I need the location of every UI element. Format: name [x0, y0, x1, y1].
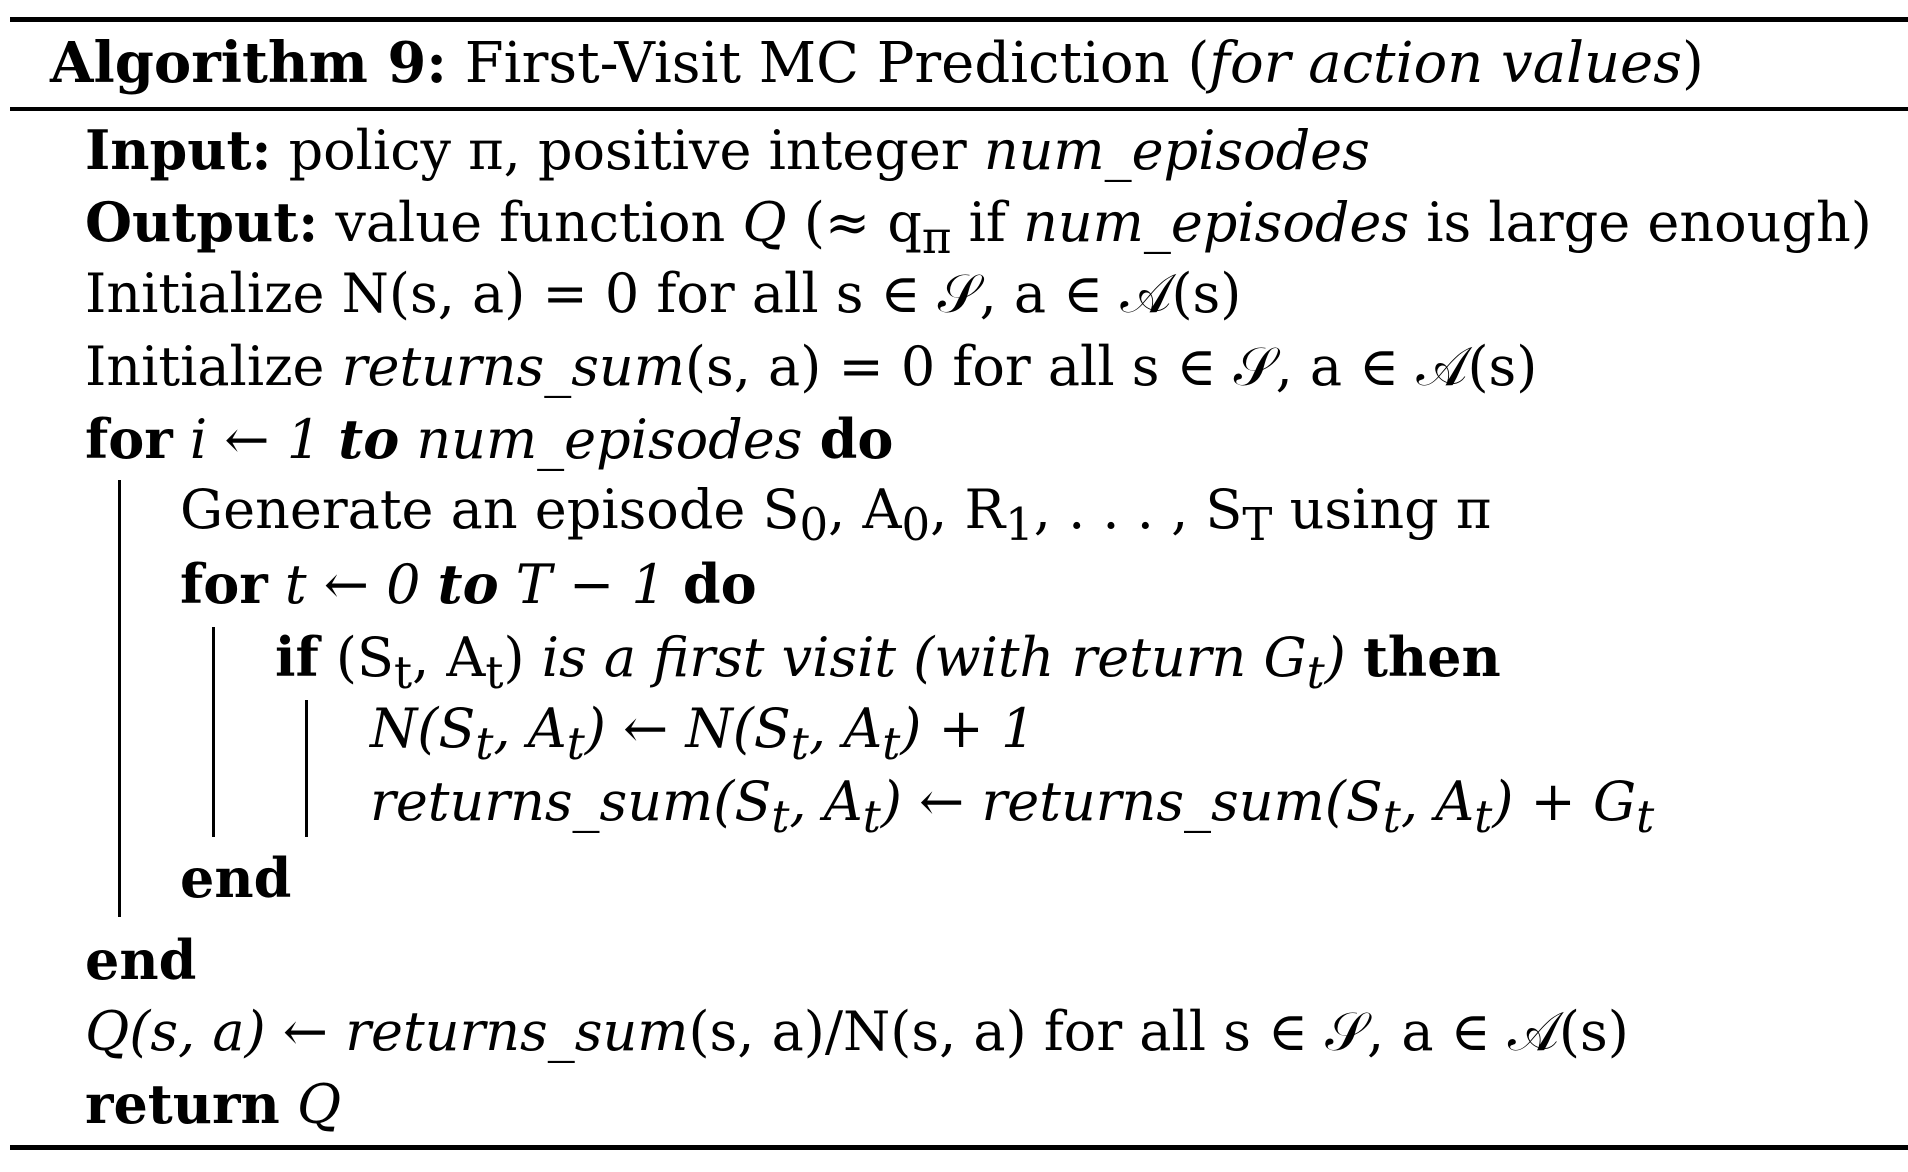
do-keyword: do — [819, 407, 894, 471]
generate-line — [180, 478, 1491, 557]
output-text-2: (≈ q — [786, 191, 922, 254]
for-keyword-2: for — [180, 552, 268, 616]
do-keyword-2: do — [682, 552, 757, 616]
if-text3: ) — [503, 626, 542, 689]
update-count-line — [370, 697, 1035, 776]
if-keyword: if — [275, 625, 319, 689]
end-outer-keyword: end — [85, 928, 197, 992]
update2-a: (S — [713, 770, 772, 833]
if-sub3: t — [1306, 645, 1325, 699]
output-sub: π — [921, 210, 952, 264]
init-returns-line — [85, 335, 1537, 399]
update2-s5: t — [1636, 789, 1655, 843]
init-returns-b: (s, a) = 0 for all s ∈ 𝒮, a ∈ 𝒜(s) — [684, 335, 1538, 398]
for-steps-line — [180, 552, 757, 617]
end-inner-keyword: end — [180, 846, 292, 910]
end-inner-line — [180, 846, 291, 911]
return-line — [85, 1072, 341, 1137]
header-rule — [10, 107, 1908, 111]
if-text: (S — [318, 626, 394, 689]
algorithm-qualifier: for action values — [1209, 31, 1682, 96]
input-var: num_episodes — [983, 119, 1370, 182]
for-var-2: T − 1 — [498, 553, 683, 616]
init-counts-text: Initialize N(s, a) = 0 for all s ∈ 𝒮, a ∈ 𝒜(s) — [85, 262, 1242, 325]
generate-c: , R — [930, 478, 1006, 541]
output-text-4: is large enough) — [1409, 191, 1872, 254]
update2-s4: t — [1474, 789, 1493, 843]
return-keyword: return — [85, 1072, 280, 1136]
update2-e: , A — [1400, 770, 1475, 833]
for-var: num_episodes — [399, 408, 820, 471]
for-iter: i ← 1 — [172, 408, 339, 471]
for-episodes-line — [85, 407, 893, 472]
inner-loop-bar — [212, 627, 215, 837]
update1-c: ) ← N(S — [584, 697, 791, 760]
if-block-bar — [305, 700, 308, 837]
to-keyword: to — [338, 407, 400, 471]
end-outer-line — [85, 928, 196, 993]
algorithm-name: First-Visit MC Prediction ( — [464, 31, 1210, 96]
for-keyword: for — [85, 407, 173, 471]
output-line — [85, 190, 1872, 270]
algorithm-label: Algorithm 9: — [50, 30, 447, 96]
init-returns-var: returns_sum — [341, 335, 685, 398]
generate-sub1: 0 — [901, 497, 931, 551]
to-keyword-2: to — [437, 552, 499, 616]
q-assign-line — [85, 1000, 1629, 1064]
output-var: num_episodes — [1023, 191, 1410, 254]
update2-b: , A — [789, 770, 863, 833]
q-assign-b: (s, a)/N(s, a) for all s ∈ 𝒮, a ∈ 𝒜(s) — [688, 1000, 1629, 1063]
update2-s2: t — [862, 789, 881, 843]
if-sub1: t — [393, 645, 413, 699]
then-keyword: then — [1362, 625, 1501, 689]
update1-s4: t — [882, 716, 901, 770]
update2-c: ) ← — [880, 770, 982, 833]
bottom-rule — [10, 1145, 1908, 1150]
update2-var: returns_sum — [370, 770, 714, 833]
q-assign-var: returns_sum — [345, 1000, 689, 1063]
if-sub2: t — [485, 645, 504, 699]
output-text-3: if — [951, 191, 1024, 254]
update2-d: (S — [1324, 770, 1383, 833]
algorithm-title — [50, 28, 1704, 99]
generate-sub2: 1 — [1005, 497, 1034, 551]
return-value: Q — [279, 1073, 342, 1136]
q-assign-a: Q(s, a) ← — [85, 1000, 346, 1063]
generate-a: Generate an episode S — [180, 478, 800, 541]
update2-var2: returns_sum — [981, 770, 1325, 833]
input-keyword: Input: — [85, 118, 272, 182]
if-text2: , A — [412, 626, 486, 689]
init-returns-a: Initialize — [85, 335, 342, 398]
update1-b: , A — [493, 697, 567, 760]
update1-s2: t — [566, 716, 585, 770]
update2-s1: t — [771, 789, 790, 843]
input-line — [85, 118, 1370, 183]
update1-s3: t — [790, 716, 809, 770]
update1-a: N(S — [370, 697, 476, 760]
algorithm-close: ) — [1681, 31, 1704, 96]
generate-subT: T — [1242, 497, 1273, 551]
update2-s3: t — [1382, 789, 1401, 843]
input-text: policy π, positive integer — [288, 119, 984, 182]
output-text-1: value function — [335, 191, 743, 254]
update2-f: ) + G — [1492, 770, 1637, 833]
for-iter-2: t ← 0 — [267, 553, 438, 616]
generate-e: using π — [1272, 478, 1492, 541]
if-condition: is a first visit (with return G — [541, 626, 1307, 689]
if-close: ) — [1324, 626, 1363, 689]
generate-b: , A — [828, 478, 902, 541]
init-counts-line — [85, 262, 1241, 326]
output-keyword: Output: — [85, 190, 319, 254]
generate-d: , . . . , S — [1033, 478, 1243, 541]
top-rule — [10, 17, 1908, 22]
output-q: Q — [742, 191, 787, 254]
update1-s1: t — [475, 716, 494, 770]
update-returns-line — [370, 770, 1654, 849]
update1-e: ) + 1 — [900, 697, 1036, 760]
generate-sub0: 0 — [799, 497, 829, 551]
if-line — [275, 625, 1501, 705]
update1-d: , A — [808, 697, 883, 760]
outer-loop-bar — [118, 480, 121, 917]
